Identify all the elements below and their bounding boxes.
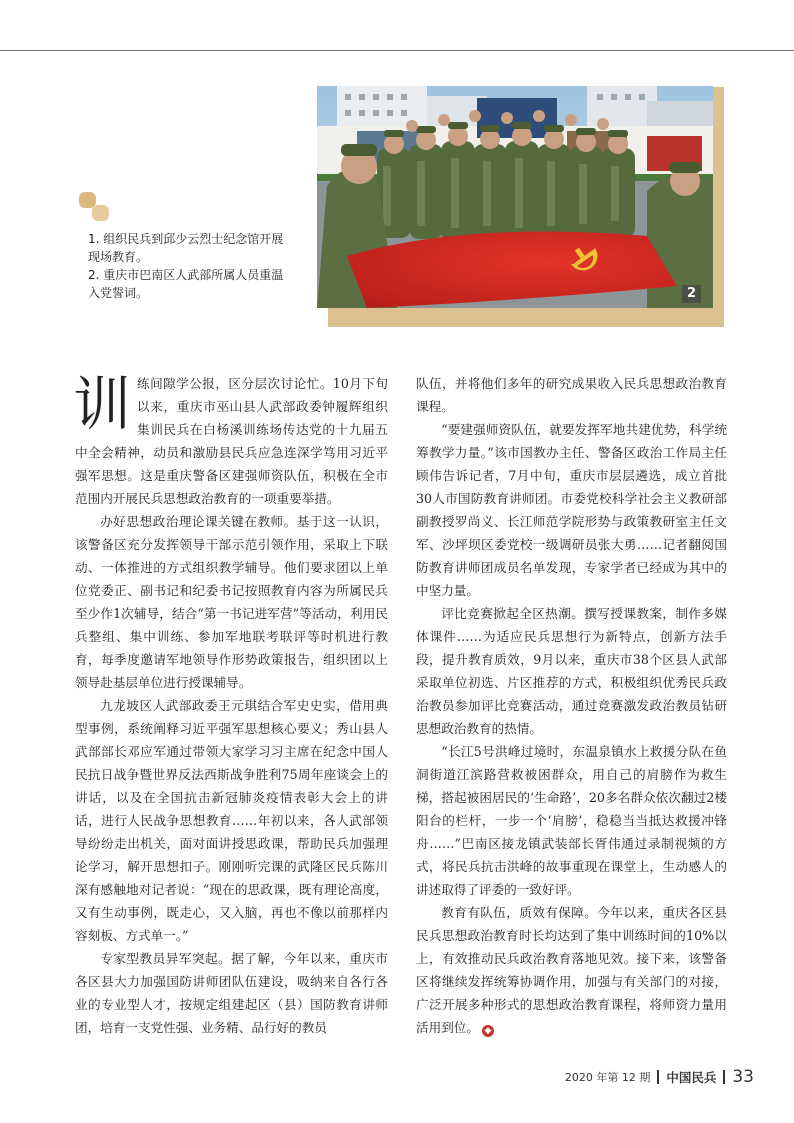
article-paragraph: 专家型教员异军突起。据了解，今年以来，重庆市各区县大力加强国防讲师团队伍建设，吸纳来自各行各业的专业型人才，按规定组建起区（县）国防教育讲师团，培育一支党性强、业务精、品行好的教员 [75, 951, 388, 1035]
article-paragraph: 九龙坡区人武部政委王元琪结合军史史实，借用典型事例，系统阐释习近平强军思想核心要义；秀山县人武部部长邓应军通过带领大家学习习主席在纪念中国人民抗日战争暨世界反法西斯战争胜利75周年座谈会上的讲话，以及在全国抗击新冠肺炎疫情表彰大会上的讲话，进行人民战争思想教育……年初以来，各人武部领导纷纷走出机关，面对面讲授思政课，帮助民兵加强理论学习，解开思想扣子。刚刚听完课的武隆区民兵陈川深有感触地对记者说：“现在的思政课，既有理论高度，又有生动事例，既走心，又入脑，再也不像以前那样内容刻板、方式单一。” [75, 698, 388, 943]
article-paragraph: 训练间隙学公报，区分层次讨论忙。10月下旬以来，重庆市巫山县人武部政委钟履辉组织集训民兵在白杨溪训练场传达党的十九届五中全会精神，动员和激励县民兵应急连深学笃用习近平强军思想。这是重庆警备区建强师资队伍，积极在全市范围内开展民兵思想政治教育的一项重要举措。 [73, 370, 388, 506]
end-of-article-icon: ◆ [482, 1025, 494, 1037]
oath-photo [317, 86, 713, 308]
page-number: 33 [732, 1067, 754, 1087]
article-paragraph: “要建强师资队伍，就要发挥军地共建优势，科学统筹教学力量。”该市国教办主任、警备区政治工作局主任顾伟告诉记者，7月中旬，重庆市层层遴选，成立首批30人市国防教育讲师团。市委党校科学社会主义教研部副教授罗尚义、长江师范学院形势与政策教研室主任文军、沙坪坝区委党校一级调研员张大勇……记者翻阅国防教育讲师团成员名单发现，专家学者已经成为其中的中坚力量。 [416, 422, 727, 598]
top-rule [0, 50, 794, 51]
footer-divider [657, 1070, 659, 1084]
caption-item: 2. 重庆市巴南区人武部所属人员重温入党誓词。 [88, 268, 284, 300]
page-footer [565, 1067, 754, 1087]
article-paragraph: 办好思想政治理论课关键在教师。基于这一认识，该警备区充分发挥领导干部示范引领作用，采取上下联动、一体推进的方式组织教学辅导。他们要求团以上单位党委正、副书记和纪委书记按照教育内容为所属民兵至少作1次辅导，结合“第一书记进军营”等活动，利用民兵整组、集中训练、参加军地联考联评等时机进行教育，每季度邀请军地领导作形势政策报告，组织团以上领导赴基层单位进行授课辅导。 [75, 514, 388, 690]
article-paragraph: 教育有队伍，质效有保障。今年以来，重庆各区县民兵思想政治教育时长均达到了集中训练时间的10%以上，有效推动民兵政治教育落地见效。接下来，该警备区将继续发挥统筹协调作用，加强与有关部门的对接，广泛开展多种形式的思想政治教育课程，将师资力量用活用到位。 ◆ [416, 905, 727, 1036]
article-column-left [75, 372, 388, 1039]
issue-label: 2020 年第 12 期 [564, 1071, 651, 1084]
photo-caption [88, 230, 284, 302]
article-paragraph: 队伍，并将他们多年的研究成果收入民兵思想政治教育课程。 [416, 376, 727, 414]
article-paragraph: “长江5号洪峰过境时，东温泉镇水上救援分队在鱼洞街道江滨路营救被困群众，用自己的肩膀作为救生梯，搭起被困居民的‘生命路’，20多名群众依次翻过2楼阳台的栏杆，一步一个‘肩膀’，稳稳当当抵达救援冲锋舟……”巴南区接龙镇武装部长胥伟通过录制视频的方式，将民兵抗击洪峰的故事重现在课堂上，生动感人的讲述取得了评委的一致好评。 [416, 744, 727, 897]
caption-bullet-icon [78, 191, 112, 223]
caption-item: 1. 组织民兵到邱少云烈士纪念馆开展现场教育。 [88, 232, 284, 264]
magazine-name: 中国民兵 [666, 1070, 717, 1085]
drop-cap: 训 [73, 370, 132, 438]
oath-photo-illustration [317, 86, 713, 308]
photo-number-badge: 2 [682, 285, 701, 303]
article-paragraph: 评比竞赛掀起全区热潮。撰写授课教案，制作多媒体课件……为适应民兵思想行为新特点，创新方法手段，提升教育质效，9月以来，重庆市38个区县人武部采取单位初选、片区推荐的方式，积极组织优秀民兵政治教员参加评比竞赛活动，通过竞赛激发政治教员钻研思想政治教育的热情。 [416, 606, 727, 736]
article-column-right [416, 372, 727, 1039]
footer-divider [723, 1070, 725, 1084]
